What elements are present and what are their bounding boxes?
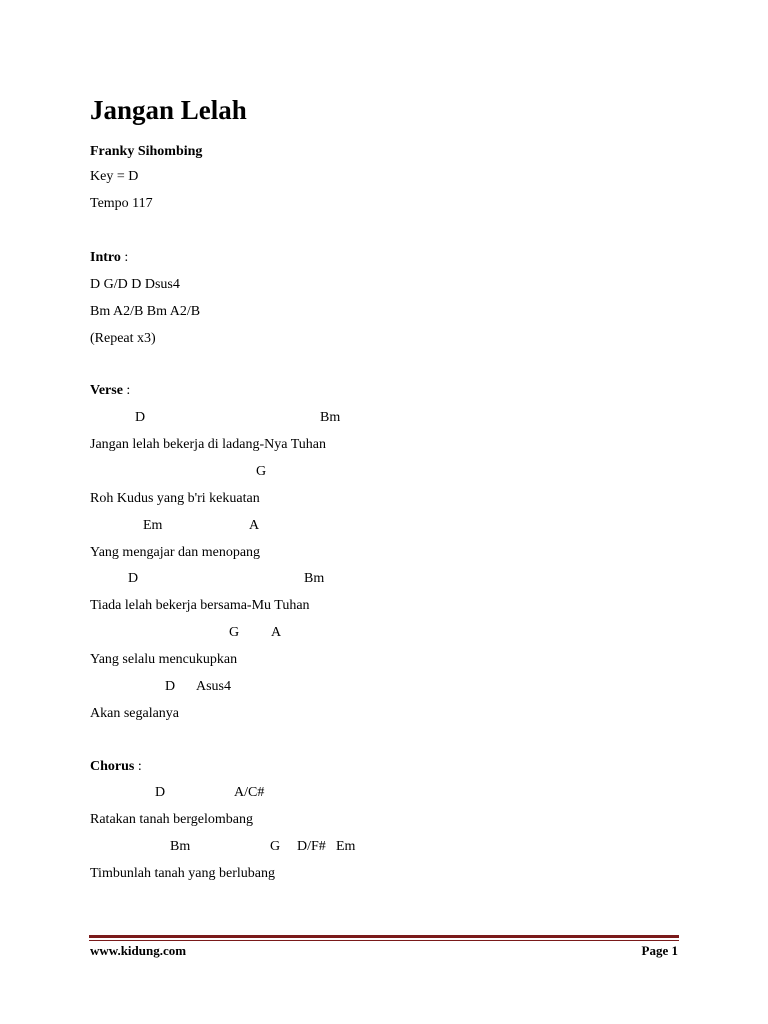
song-author: Franky Sihombing	[90, 144, 203, 159]
intro-line: Bm A2/B Bm A2/B	[90, 304, 201, 319]
chord: G	[256, 464, 267, 479]
footer-divider-thin	[89, 940, 679, 941]
intro-line: D G/D D Dsus4	[90, 277, 180, 292]
lyric-line: Roh Kudus yang b'ri kekuatan	[90, 491, 260, 506]
song-tempo: Tempo 117	[90, 196, 153, 211]
intro-heading: Intro :	[90, 250, 129, 265]
verse-heading: Verse :	[90, 383, 131, 398]
footer-divider	[89, 935, 679, 938]
lyric-line: Yang selalu mencukupkan	[90, 652, 238, 667]
chord: D	[155, 785, 166, 800]
chord: Asus4	[196, 679, 232, 694]
song-title: Jangan Lelah	[90, 95, 247, 125]
chord: G	[229, 625, 240, 640]
chord: Bm	[320, 410, 341, 425]
footer-website-link[interactable]: www.kidung.com	[90, 943, 187, 958]
lyric-line: Timbunlah tanah yang berlubang	[90, 866, 275, 881]
chord: A/C#	[234, 785, 265, 800]
chord: A	[249, 518, 260, 533]
chord: Bm	[170, 839, 191, 854]
chord: A	[271, 625, 282, 640]
chord: Em	[143, 518, 163, 533]
lyric-line: Ratakan tanah bergelombang	[90, 812, 254, 827]
lyric-line: Yang mengajar dan menopang	[90, 545, 261, 560]
footer-page-number: Page 1	[641, 943, 678, 958]
chord: G	[270, 839, 281, 854]
chord: D	[135, 410, 146, 425]
lyric-line: Tiada lelah bekerja bersama-Mu Tuhan	[90, 598, 310, 613]
chorus-heading: Chorus :	[90, 759, 142, 774]
chord: D/F#	[297, 839, 326, 854]
chord: D	[165, 679, 176, 694]
intro-repeat-note: (Repeat x3)	[90, 331, 156, 346]
song-key: Key = D	[90, 169, 139, 184]
chord: Bm	[304, 571, 325, 586]
chord: D	[128, 571, 139, 586]
lyric-line: Jangan lelah bekerja di ladang-Nya Tuhan	[90, 437, 326, 452]
chord: Em	[336, 839, 356, 854]
lyric-line: Akan segalanya	[90, 706, 180, 721]
